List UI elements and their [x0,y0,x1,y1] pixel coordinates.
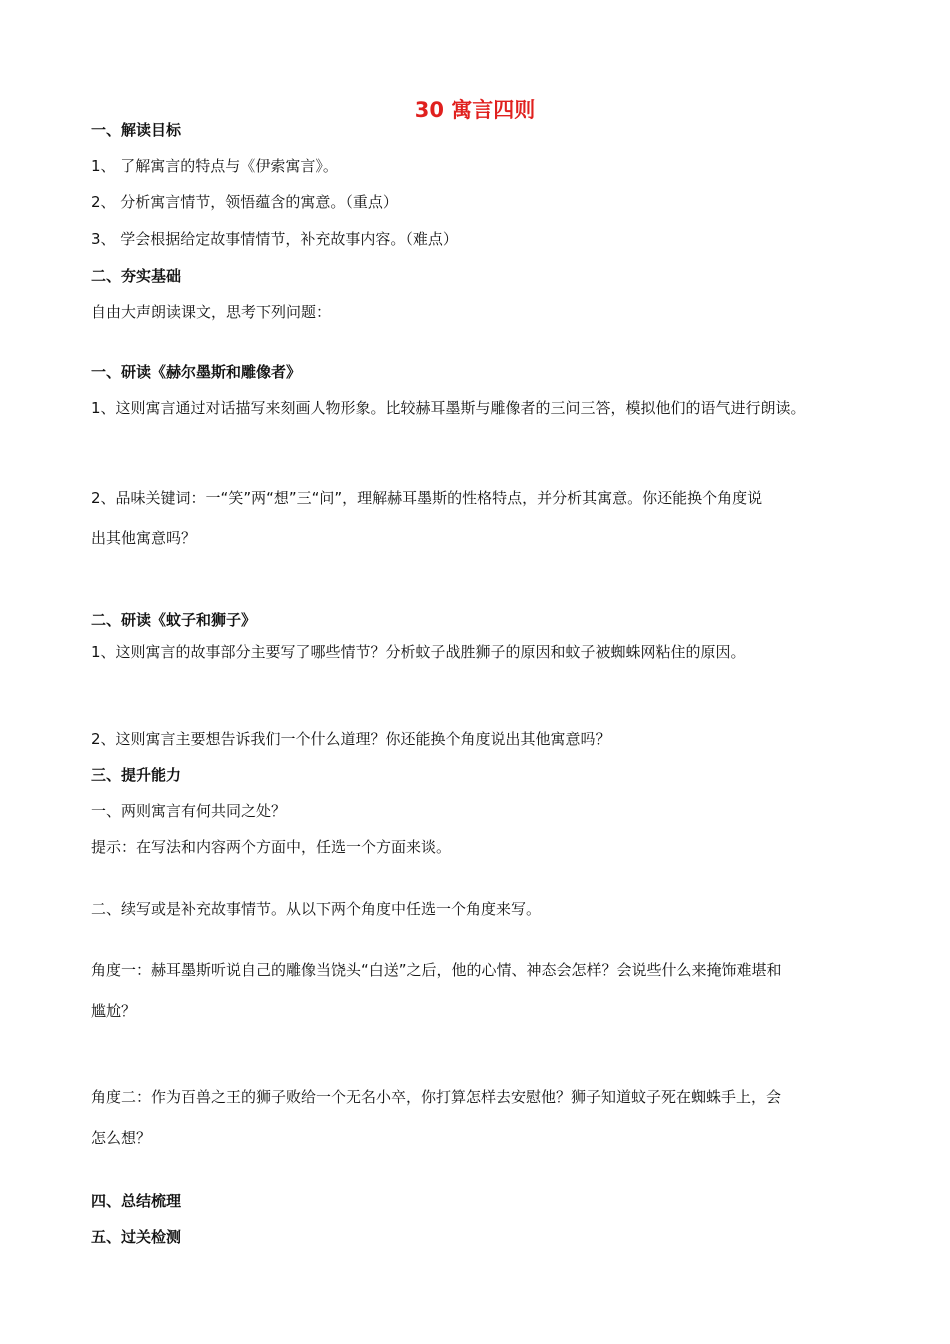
ability-question-1: 一、两则寓言有何共同之处？ [91,802,287,820]
section-heading-objectives: 一、解读目标 [91,121,182,139]
angle-1-line-2: 尴尬？ [91,1002,137,1020]
page-title: 30 寓言四则 [414,98,536,122]
objective-item-3: 3、 学会根据给定故事情情节，补充故事内容。（难点） [91,230,458,248]
angle-2-line-2: 怎么想？ [91,1129,152,1147]
objective-item-2: 2、 分析寓言情节，领悟蕴含的寓意。（重点） [91,193,398,211]
section-heading-summary: 四、总结梳理 [91,1192,182,1210]
subsection-heading-hermes: 一、研读《赫尔墨斯和雕像者》 [91,363,302,381]
hermes-question-2-line-1: 2、品味关键词：一“笑”两“想”三“问”，理解赫耳墨斯的性格特点，并分析其寓意。你还能换个角度说 [91,489,763,507]
ability-question-2: 二、续写或是补充故事情节。从以下两个角度中任选一个角度来写。 [91,900,542,918]
section-heading-basics: 二、夯实基础 [91,267,182,285]
section-heading-test: 五、过关检测 [91,1228,182,1246]
section-heading-ability: 三、提升能力 [91,766,182,784]
mosquito-question-2: 2、这则寓言主要想告诉我们一个什么道理？你还能换个角度说出其他寓意吗？ [91,730,611,748]
subsection-heading-mosquito: 二、研读《蚊子和狮子》 [91,611,257,629]
basics-intro: 自由大声朗读课文，思考下列问题： [91,303,332,321]
ability-hint: 提示：在写法和内容两个方面中，任选一个方面来谈。 [91,838,452,856]
objective-item-1: 1、 了解寓言的特点与《伊索寓言》。 [91,157,338,175]
hermes-question-2-line-2: 出其他寓意吗？ [91,529,197,547]
hermes-question-1: 1、这则寓言通过对话描写来刻画人物形象。比较赫耳墨斯与雕像者的三问三答，模拟他们的语气进行朗读。 [91,399,806,417]
angle-2-line-1: 角度二：作为百兽之王的狮子败给一个无名小卒，你打算怎样去安慰他？狮子知道蚊子死在蜘蛛手上，会 [91,1088,782,1106]
angle-1-line-1: 角度一：赫耳墨斯听说自己的雕像当饶头“白送”之后，他的心情、神态会怎样？会说些什么来掩饰难堪和 [91,961,782,979]
mosquito-question-1: 1、这则寓言的故事部分主要写了哪些情节？分析蚊子战胜狮子的原因和蚊子被蜘蛛网粘住的原因。 [91,643,746,661]
